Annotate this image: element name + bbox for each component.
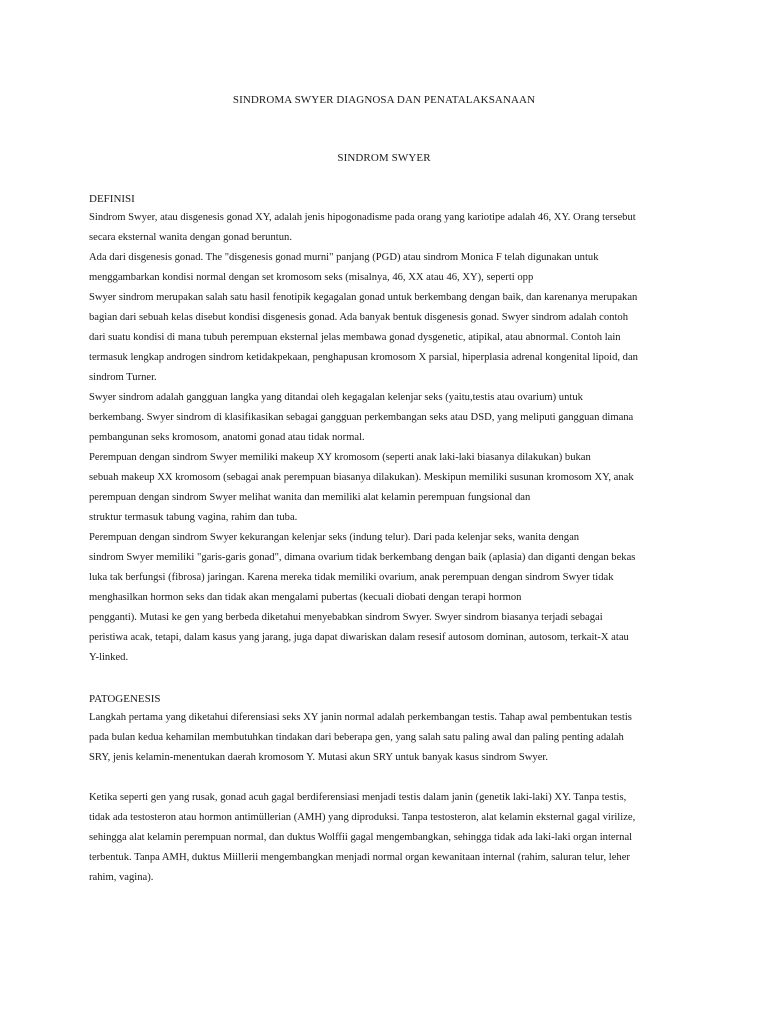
text-line: SRY, jenis kelamin-menentukan daerah kromosom Y. Mutasi akun SRY untuk banyak kasus sindrom Swyer. bbox=[89, 752, 549, 763]
text-line: sindrom Swyer memiliki "garis-garis gonad", dimana ovarium tidak berkembang dengan baik (aplasia) dan diganti dengan bekas bbox=[89, 552, 636, 563]
text-line: secara eksternal wanita dengan gonad beruntun. bbox=[89, 232, 292, 243]
text-line: struktur termasuk tabung vagina, rahim dan tuba. bbox=[89, 512, 298, 523]
text-line: Swyer sindrom merupakan salah satu hasil fenotipik kegagalan gonad untuk berkembang dengan baik, dan karenanya merupakan bbox=[89, 292, 638, 303]
text-line: tidak ada testosteron atau hormon antimüllerian (AMH) yang diproduksi. Tanpa testosteron, alat kelamin eksternal gagal virilize, bbox=[89, 812, 636, 823]
text-line: sindrom Turner. bbox=[89, 372, 157, 383]
text-line: Ada dari disgenesis gonad. The "disgenesis gonad murni" panjang (PGD) atau sindrom Monica F telah digunakan untuk bbox=[89, 252, 599, 263]
text-line: perempuan dengan sindrom Swyer melihat wanita dan memiliki alat kelamin perempuan fungsional dan bbox=[89, 492, 531, 503]
text-line: Sindrom Swyer, atau disgenesis gonad XY, adalah jenis hipogonadisme pada orang yang kariotipe adalah 46, XY. Orang tersebut bbox=[89, 212, 636, 223]
text-line: menghasilkan hormon seks dan tidak akan mengalami pubertas (kecuali diobati dengan terapi hormon bbox=[89, 592, 522, 603]
document-subtitle: SINDROM SWYER bbox=[337, 152, 431, 164]
section-heading-definisi: DEFINISI bbox=[89, 193, 135, 205]
text-line: bagian dari sebuah kelas disebut kondisi disgenesis gonad. Ada banyak bentuk disgenesis gonad. Swyer sindrom adalah contoh bbox=[89, 312, 628, 323]
text-line: Swyer sindrom adalah gangguan langka yang ditandai oleh kegagalan kelenjar seks (yaitu,testis atau ovarium) untuk bbox=[89, 392, 583, 403]
text-line: rahim, vagina). bbox=[89, 872, 154, 883]
text-line: peristiwa acak, tetapi, dalam kasus yang jarang, juga dapat diwariskan dalam resesif autosom dominan, autosom, terkait-X atau bbox=[89, 632, 629, 643]
section-heading-patogenesis: PATOGENESIS bbox=[89, 693, 161, 705]
text-line: pada bulan kedua kehamilan membutuhkan tindakan dari beberapa gen, yang salah satu paling awal dan paling penting adalah bbox=[89, 732, 624, 743]
text-line: dari suatu kondisi di mana tubuh perempuan eksternal jelas membawa gonad dysgenetic, atipikal, atau abnormal. Contoh lain bbox=[89, 332, 621, 343]
text-line: pembangunan seks kromosom, anatomi gonad atau tidak normal. bbox=[89, 432, 365, 443]
text-line: sebuah makeup XX kromosom (sebagai anak perempuan biasanya dilakukan). Meskipun memiliki susunan kromosom XY, anak bbox=[89, 472, 634, 483]
text-line: Y-linked. bbox=[89, 652, 129, 663]
text-line: Ketika seperti gen yang rusak, gonad acuh gagal berdiferensiasi menjadi testis dalam janin (genetik laki-laki) XY. Tanpa testis, bbox=[89, 792, 627, 803]
text-line: Perempuan dengan sindrom Swyer memiliki makeup XY kromosom (seperti anak laki-laki biasanya dilakukan) bukan bbox=[89, 452, 591, 463]
text-line: Perempuan dengan sindrom Swyer kekurangan kelenjar seks (indung telur). Dari pada kelenjar seks, wanita dengan bbox=[89, 532, 580, 543]
text-line: Langkah pertama yang diketahui diferensiasi seks XY janin normal adalah perkembangan testis. Tahap awal pembentukan testis bbox=[89, 712, 632, 723]
text-line: sehingga alat kelamin perempuan normal, dan duktus Wolffii gagal mengembangkan, sehingga tidak ada laki-laki organ internal bbox=[89, 832, 633, 843]
text-line: terbentuk. Tanpa AMH, duktus Miillerii mengembangkan menjadi normal organ kewanitaan internal (rahim, saluran telur, leher bbox=[89, 852, 630, 863]
text-line: luka tak berfungsi (fibrosa) jaringan. Karena mereka tidak memiliki ovarium, anak perempuan dengan sindrom Swyer tidak bbox=[89, 572, 614, 583]
document-title: SINDROMA SWYER DIAGNOSA DAN PENATALAKSANAAN bbox=[232, 94, 536, 106]
text-line: termasuk lengkap androgen sindrom ketidakpekaan, penghapusan kromosom X parsial, hiperplasia adrenal kongenital lipoid, dan bbox=[89, 352, 638, 363]
text-line: pengganti). Mutasi ke gen yang berbeda diketahui menyebabkan sindrom Swyer. Swyer sindrom biasanya terjadi sebagai bbox=[89, 612, 603, 623]
text-line: berkembang. Swyer sindrom di klasifikasikan sebagai gangguan perkembangan seks atau DSD, yang meliputi gangguan dimana bbox=[89, 412, 634, 423]
text-line: menggambarkan kondisi normal dengan set kromosom seks (misalnya, 46, XX atau 46, XY), seperti opp bbox=[89, 272, 534, 283]
